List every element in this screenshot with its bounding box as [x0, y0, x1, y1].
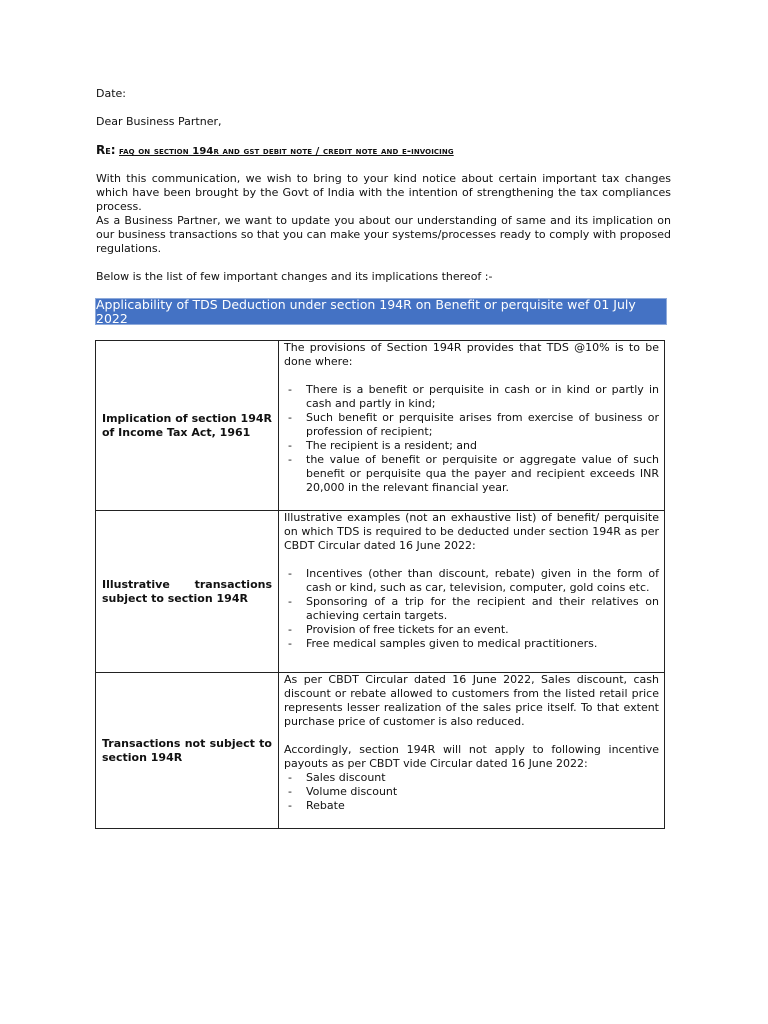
row-intro: Illustrative examples (not an exhaustive list) of benefit/ perquisite on which TDS is required to be deducted under section 194R as per CBDT Circular dated 16 June 2022:	[284, 511, 659, 552]
row-label: Illustrative transactions subject to section 194R	[102, 577, 272, 605]
list-item: - Sponsoring of a trip for the recipient and their relatives on achieving certain targets.	[284, 595, 659, 623]
list-item: - There is a benefit or perquisite in cash or in kind or partly in cash and partly in kind;	[284, 383, 659, 411]
list-item: - Rebate	[284, 799, 659, 813]
list-item: - Such benefit or perquisite arises from exercise of business or profession of recipient;	[284, 411, 659, 439]
row-content-cell	[279, 673, 665, 829]
row-content-cell	[279, 341, 665, 511]
row-content-cell	[279, 511, 665, 673]
row-label: Transactions not subject to section 194R	[102, 736, 272, 764]
table-row	[96, 673, 665, 829]
subject-label: Re:	[96, 143, 116, 157]
list-item: - The recipient is a resident; and	[284, 439, 659, 453]
subject-text: faq on section 194r and gst debit note / credit note and e-invoicing	[119, 146, 454, 157]
row-label-cell	[96, 511, 279, 673]
list-item: - Sales discount	[284, 771, 659, 785]
row-intro-continued: Accordingly, section 194R will not apply to following incentive payouts as per CBDT vide Circular dated 16 June 2022:	[284, 743, 659, 770]
list-item: - the value of benefit or perquisite or aggregate value of such benefit or perquisite qua the payer and recipient exceeds INR 20,000 in the relevant financial year.	[284, 453, 659, 495]
list-item: - Incentives (other than discount, rebate) given in the form of cash or kind, such as car, television, computer, gold coins etc.	[284, 567, 659, 595]
subject-line	[96, 143, 454, 159]
bullet-list	[284, 383, 659, 495]
row-label-cell	[96, 341, 279, 511]
section-banner-title: Applicability of TDS Deduction under section 194R on Benefit or perquisite wef 01 July 2022	[96, 296, 636, 326]
bullet-list	[284, 771, 659, 813]
list-intro-paragraph: Below is the list of few important changes and its implications thereof :-	[96, 270, 493, 283]
row-label: Implication of section 194R of Income Tax Act, 1961	[102, 411, 272, 439]
salutation: Dear Business Partner,	[96, 115, 222, 128]
list-item: - Volume discount	[284, 785, 659, 799]
row-intro: The provisions of Section 194R provides that TDS @10% is to be done where:	[284, 341, 659, 368]
list-item: - Free medical samples given to medical practitioners.	[284, 637, 659, 651]
row-intro: As per CBDT Circular dated 16 June 2022, Sales discount, cash discount or rebate allowed to customers from the listed retail price represents lesser realization of the sales price itself. To that extent purchase price of customer is also reduced.	[284, 673, 659, 728]
section-banner	[95, 298, 667, 325]
date-line: Date:	[96, 87, 126, 100]
row-label-cell	[96, 673, 279, 829]
table-row	[96, 341, 665, 511]
list-item: - Provision of free tickets for an event.	[284, 623, 659, 637]
intro-paragraph: With this communication, we wish to bring to your kind notice about certain important tax changes which have been brought by the Govt of India with the intention of strengthening the tax compliances process.	[96, 172, 671, 213]
tds-table	[95, 340, 665, 829]
partner-paragraph: As a Business Partner, we want to update you about our understanding of same and its implication on our business transactions so that you can make your systems/processes ready to comply with proposed regulations.	[96, 214, 671, 255]
bullet-list	[284, 567, 659, 651]
table-row	[96, 511, 665, 673]
